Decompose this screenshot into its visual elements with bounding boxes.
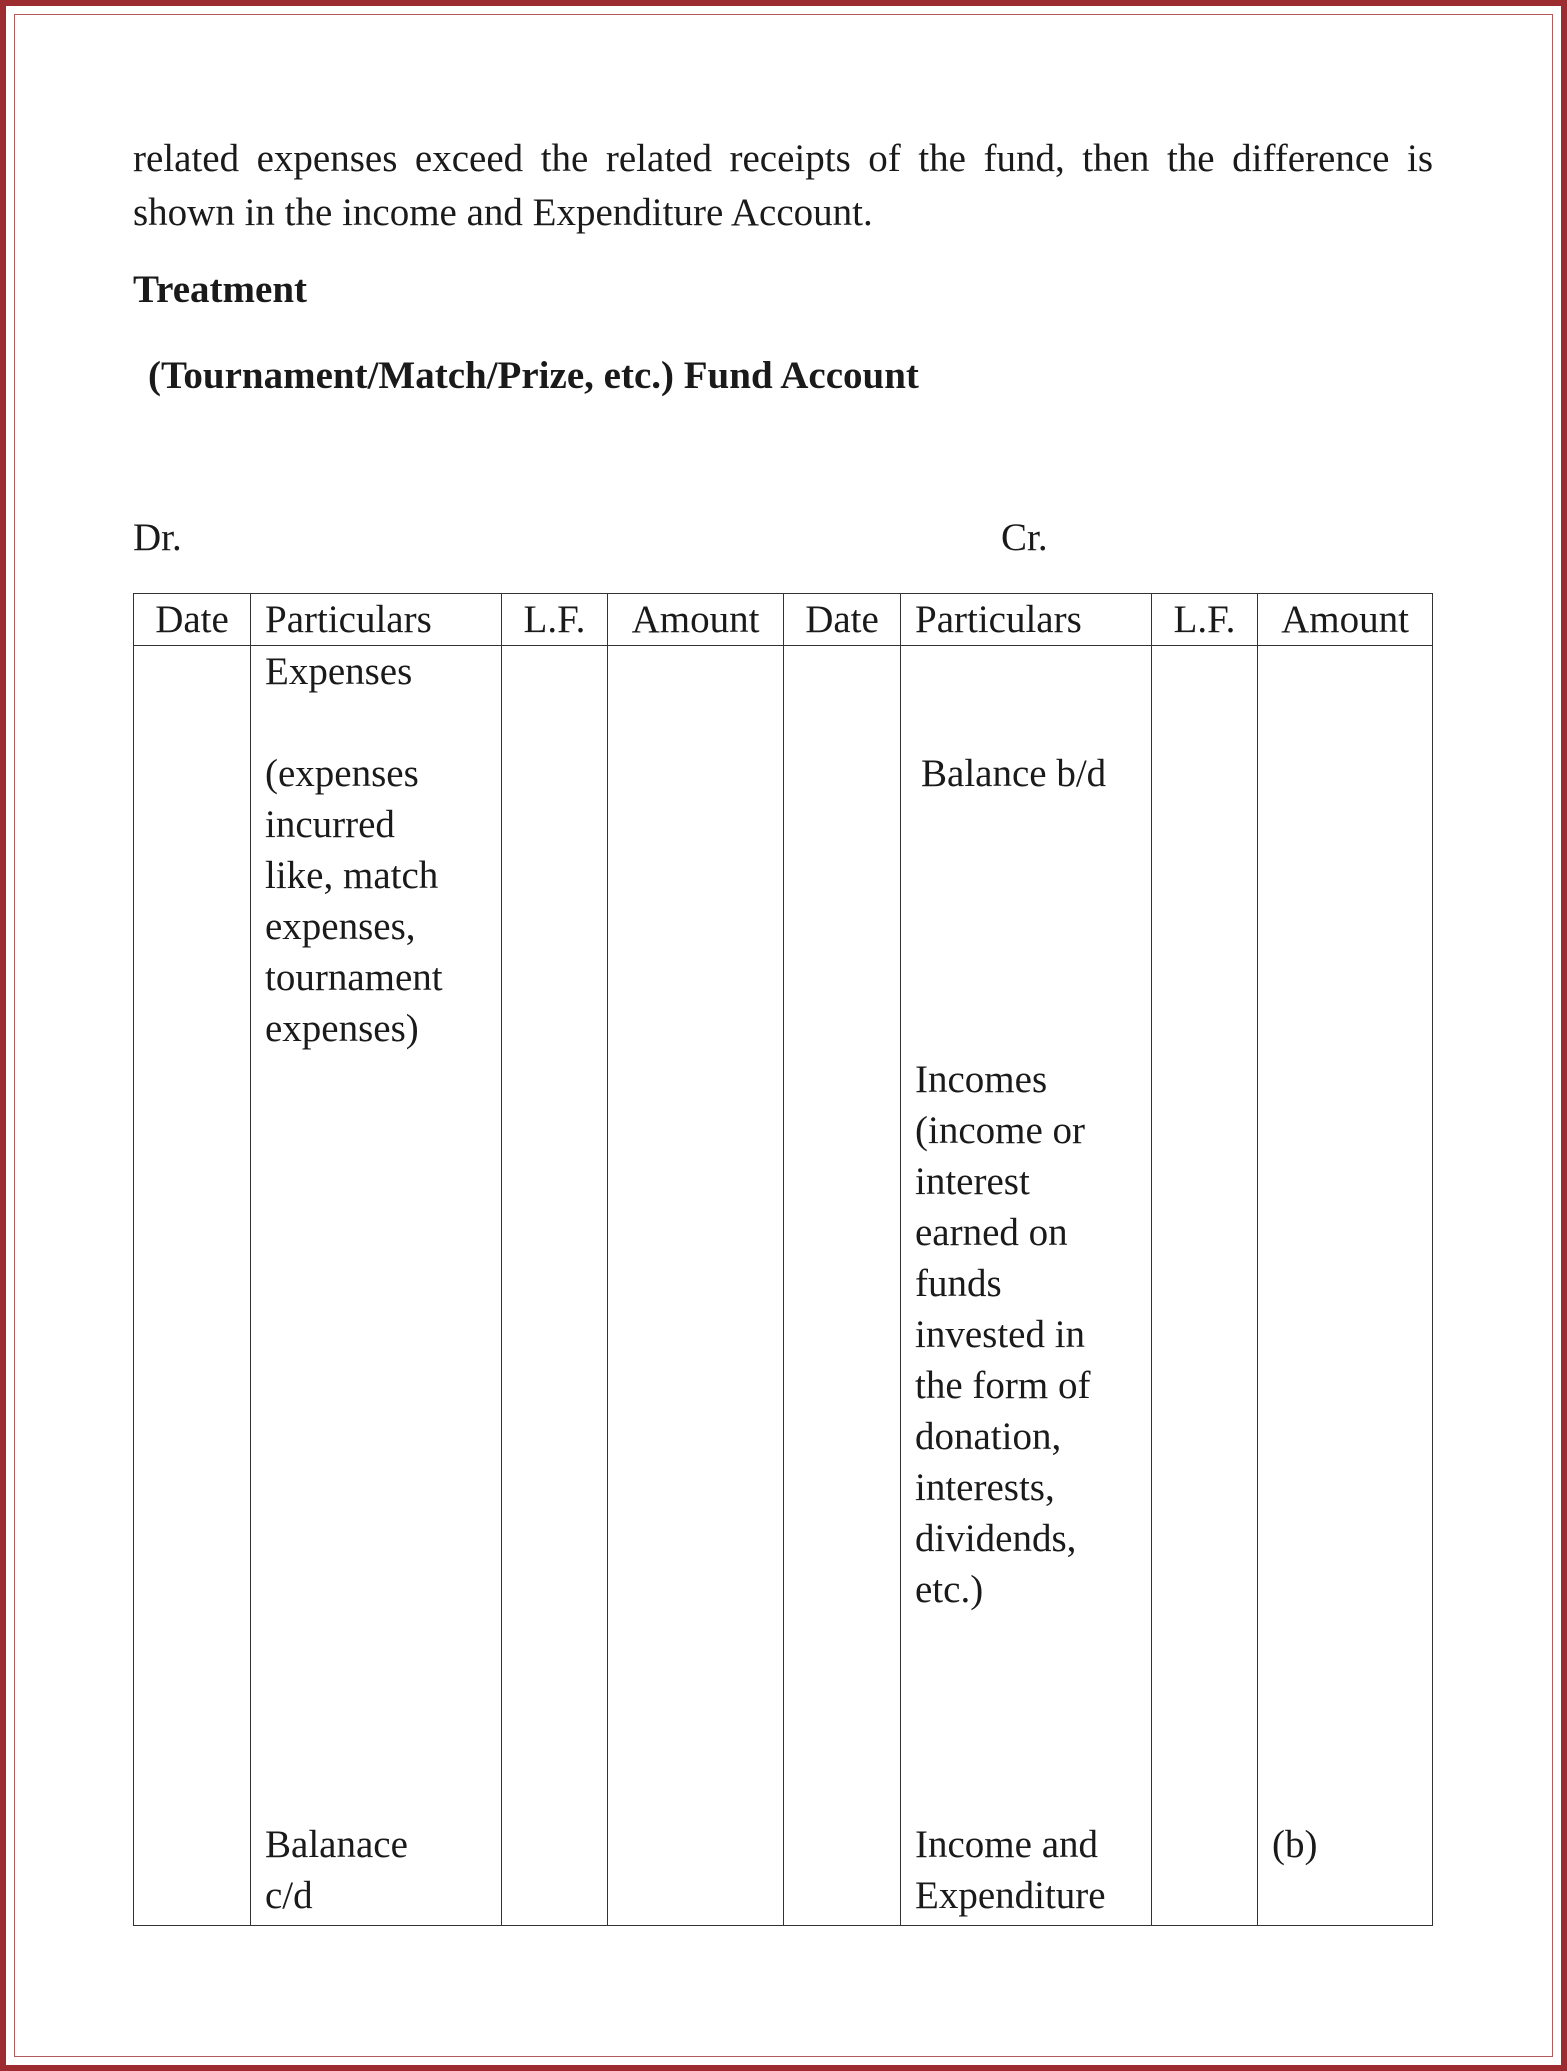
- credit-label: Cr.: [1001, 516, 1048, 559]
- dr-expenses-note-6: expenses): [265, 1007, 419, 1050]
- header-cr-amount: Amount: [1258, 594, 1433, 646]
- cr-amount-b: (b): [1272, 1823, 1318, 1866]
- header-dr-amount: Amount: [608, 594, 784, 646]
- dr-balance-cd-line-1: Balanace: [265, 1823, 408, 1866]
- cr-income-expenditure-line-2: Expenditure: [915, 1874, 1106, 1917]
- header-cr-date: Date: [784, 594, 901, 646]
- cr-incomes-line-7: the form of: [915, 1364, 1091, 1407]
- cr-balance-bd: Balance b/d: [921, 752, 1107, 795]
- cr-lf-cell: [1152, 646, 1258, 1926]
- cr-incomes-line-10: dividends,: [915, 1517, 1077, 1560]
- dr-amount-cell: [608, 646, 784, 1926]
- fund-account-ledger: [133, 593, 1433, 1926]
- cr-income-expenditure-line-1: Income and: [915, 1823, 1099, 1866]
- cr-incomes-line-2: (income or: [915, 1109, 1086, 1152]
- header-dr-particulars: Particulars: [251, 594, 502, 646]
- cr-incomes-line-1: Incomes: [915, 1058, 1048, 1101]
- cr-incomes-line-6: invested in: [915, 1313, 1086, 1356]
- ledger-header-row: [134, 594, 1433, 646]
- header-dr-date: Date: [134, 594, 251, 646]
- cr-date-cell: [784, 646, 901, 1926]
- header-cr-lf: L.F.: [1152, 594, 1258, 646]
- dr-particulars-cell: [251, 646, 502, 1926]
- dr-expenses-label: Expenses: [265, 650, 413, 693]
- dr-expenses-note-4: expenses,: [265, 905, 416, 948]
- cr-incomes-line-8: donation,: [915, 1415, 1062, 1458]
- header-dr-lf: L.F.: [502, 594, 608, 646]
- dr-expenses-note-3: like, match: [265, 854, 439, 897]
- dr-expenses-note-1: (expenses: [265, 752, 419, 795]
- ledger-body-row: [134, 646, 1433, 1926]
- intro-paragraph: related expenses exceed the related receipts of the fund, then the difference is shown in the income and Expenditure Account.: [133, 137, 1433, 234]
- cr-incomes-line-4: earned on: [915, 1211, 1068, 1254]
- dr-expenses-note-5: tournament: [265, 956, 443, 999]
- cr-incomes-line-11: etc.): [915, 1568, 984, 1611]
- dr-balance-cd-line-2: c/d: [265, 1874, 313, 1917]
- fund-account-title: (Tournament/Match/Prize, etc.) Fund Account: [148, 354, 919, 397]
- cr-incomes-line-5: funds: [915, 1262, 1002, 1305]
- dr-lf-cell: [502, 646, 608, 1926]
- cr-incomes-line-9: interests,: [915, 1466, 1055, 1509]
- cr-particulars-cell: [901, 646, 1152, 1926]
- cr-amount-cell: [1258, 646, 1433, 1926]
- dr-date-cell: [134, 646, 251, 1926]
- header-cr-particulars: Particulars: [901, 594, 1152, 646]
- treatment-heading: Treatment: [133, 268, 307, 311]
- debit-label: Dr.: [133, 516, 182, 559]
- dr-expenses-note-2: incurred: [265, 803, 395, 846]
- cr-incomes-line-3: interest: [915, 1160, 1030, 1203]
